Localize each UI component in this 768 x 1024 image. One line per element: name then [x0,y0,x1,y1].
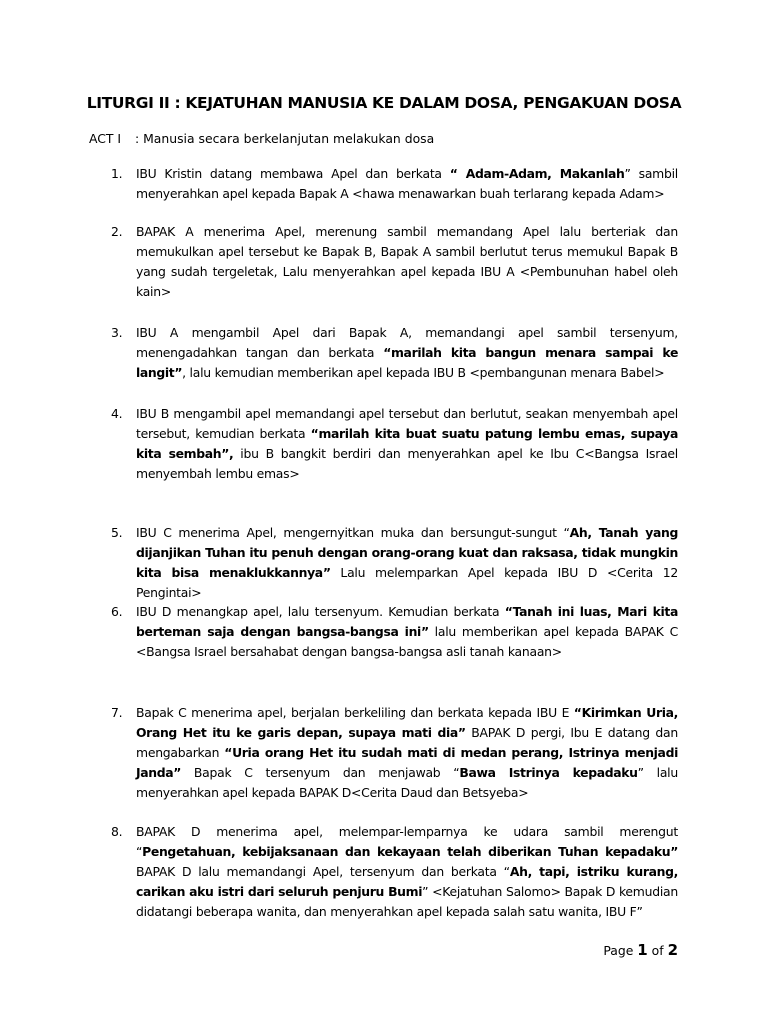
item-text: IBU C menerima Apel, mengernyitkan muka dan bersungut-sungut “Ah, Tanah yang dijanjikan Tuhan itu penuh dengan orang-orang kuat dan raksasa, tidak mungkin kita bisa menaklukkannya” Lalu melemparkan Apel kepada IBU D <Cerita 12 Pengintai> [136,525,678,600]
list-item [111,222,678,302]
list-item [111,703,678,803]
item-number: 7. [111,705,123,720]
act-label: ACT I [89,131,122,146]
item-text: BAPAK A menerima Apel, merenung sambil memandang Apel lalu berteriak dan memukulkan apel tersebut ke Bapak B, Bapak A sambil berlutut terus memukul Bapak B yang sudah tergeletak, Lalu menyerahkan apel kepada IBU A <Pembunuhan habel oleh kain> [136,224,678,299]
item-number: 6. [111,604,123,619]
item-number: 2. [111,224,123,239]
list-item [111,323,678,383]
item-number: 8. [111,824,123,839]
page-title: LITURGI II : KEJATUHAN MANUSIA KE DALAM DOSA, PENGAKUAN DOSA [86,94,682,112]
item-text: IBU Kristin datang membawa Apel dan berkata “ Adam-Adam, Makanlah” sambil menyerahkan apel kepada Bapak A <hawa menawarkan buah terlarang kepada Adam> [136,166,678,201]
act-heading [89,131,434,146]
list-item [111,602,678,662]
item-text: BAPAK D menerima apel, melempar-lemparnya ke udara sambil merengut “Pengetahuan, kebijaksanaan dan kekayaan telah diberikan Tuhan kepadaku” BAPAK D lalu memandangi Apel, tersenyum dan berkata “Ah, tapi, istriku kurang, carikan aku istri dari seluruh penjuru Bumi” <Kejatuhan Salomo> Bapak D kemudian didatangi beberapa wanita, dan menyerahkan apel kepada salah satu wanita, IBU F” [136,824,679,919]
act-description: : Manusia secara berkelanjutan melakukan dosa [135,131,435,146]
page-number: Page 1 of 2 [603,941,678,959]
item-number: 5. [111,525,123,540]
list-item [111,822,678,922]
item-number: 1. [111,166,123,181]
item-text: IBU B mengambil apel memandangi apel tersebut dan berlutut, seakan menyembah apel tersebut, kemudian berkata “marilah kita buat suatu patung lembu emas, supaya kita sembah”, ibu B bangkit berdiri dan menyerahkan apel ke Ibu C<Bangsa Israel menyembah lembu emas> [136,406,679,481]
item-text: IBU D menangkap apel, lalu tersenyum. Kemudian berkata “Tanah ini luas, Mari kita berteman saja dengan bangsa-bangsa ini” lalu memberikan apel kepada BAPAK C <Bangsa Israel bersahabat dengan bangsa-bangsa asli tanah kanaan> [136,604,678,659]
list-item [111,404,678,484]
list-item [111,164,678,204]
item-text: Bapak C menerima apel, berjalan berkeliling dan berkata kepada IBU E “Kirimkan Uria, Orang Het itu ke garis depan, supaya mati dia” BAPAK D pergi, Ibu E datang dan mengabarkan “Uria orang Het itu sudah mati di medan perang, Istrinya menjadi Janda” Bapak C tersenyum dan menjawab “Bawa Istrinya kepadaku” lalu menyerahkan apel kepada BAPAK D<Cerita Daud dan Betsyeba> [136,705,678,800]
list-item [111,523,678,603]
item-number: 4. [111,406,123,421]
item-text: IBU A mengambil Apel dari Bapak A, memandangi apel sambil tersenyum, menengadahkan tangan dan berkata “marilah kita bangun menara sampai ke langit”, lalu kemudian memberikan apel kepada IBU B <pembangunan menara Babel> [136,325,678,380]
item-number: 3. [111,325,123,340]
